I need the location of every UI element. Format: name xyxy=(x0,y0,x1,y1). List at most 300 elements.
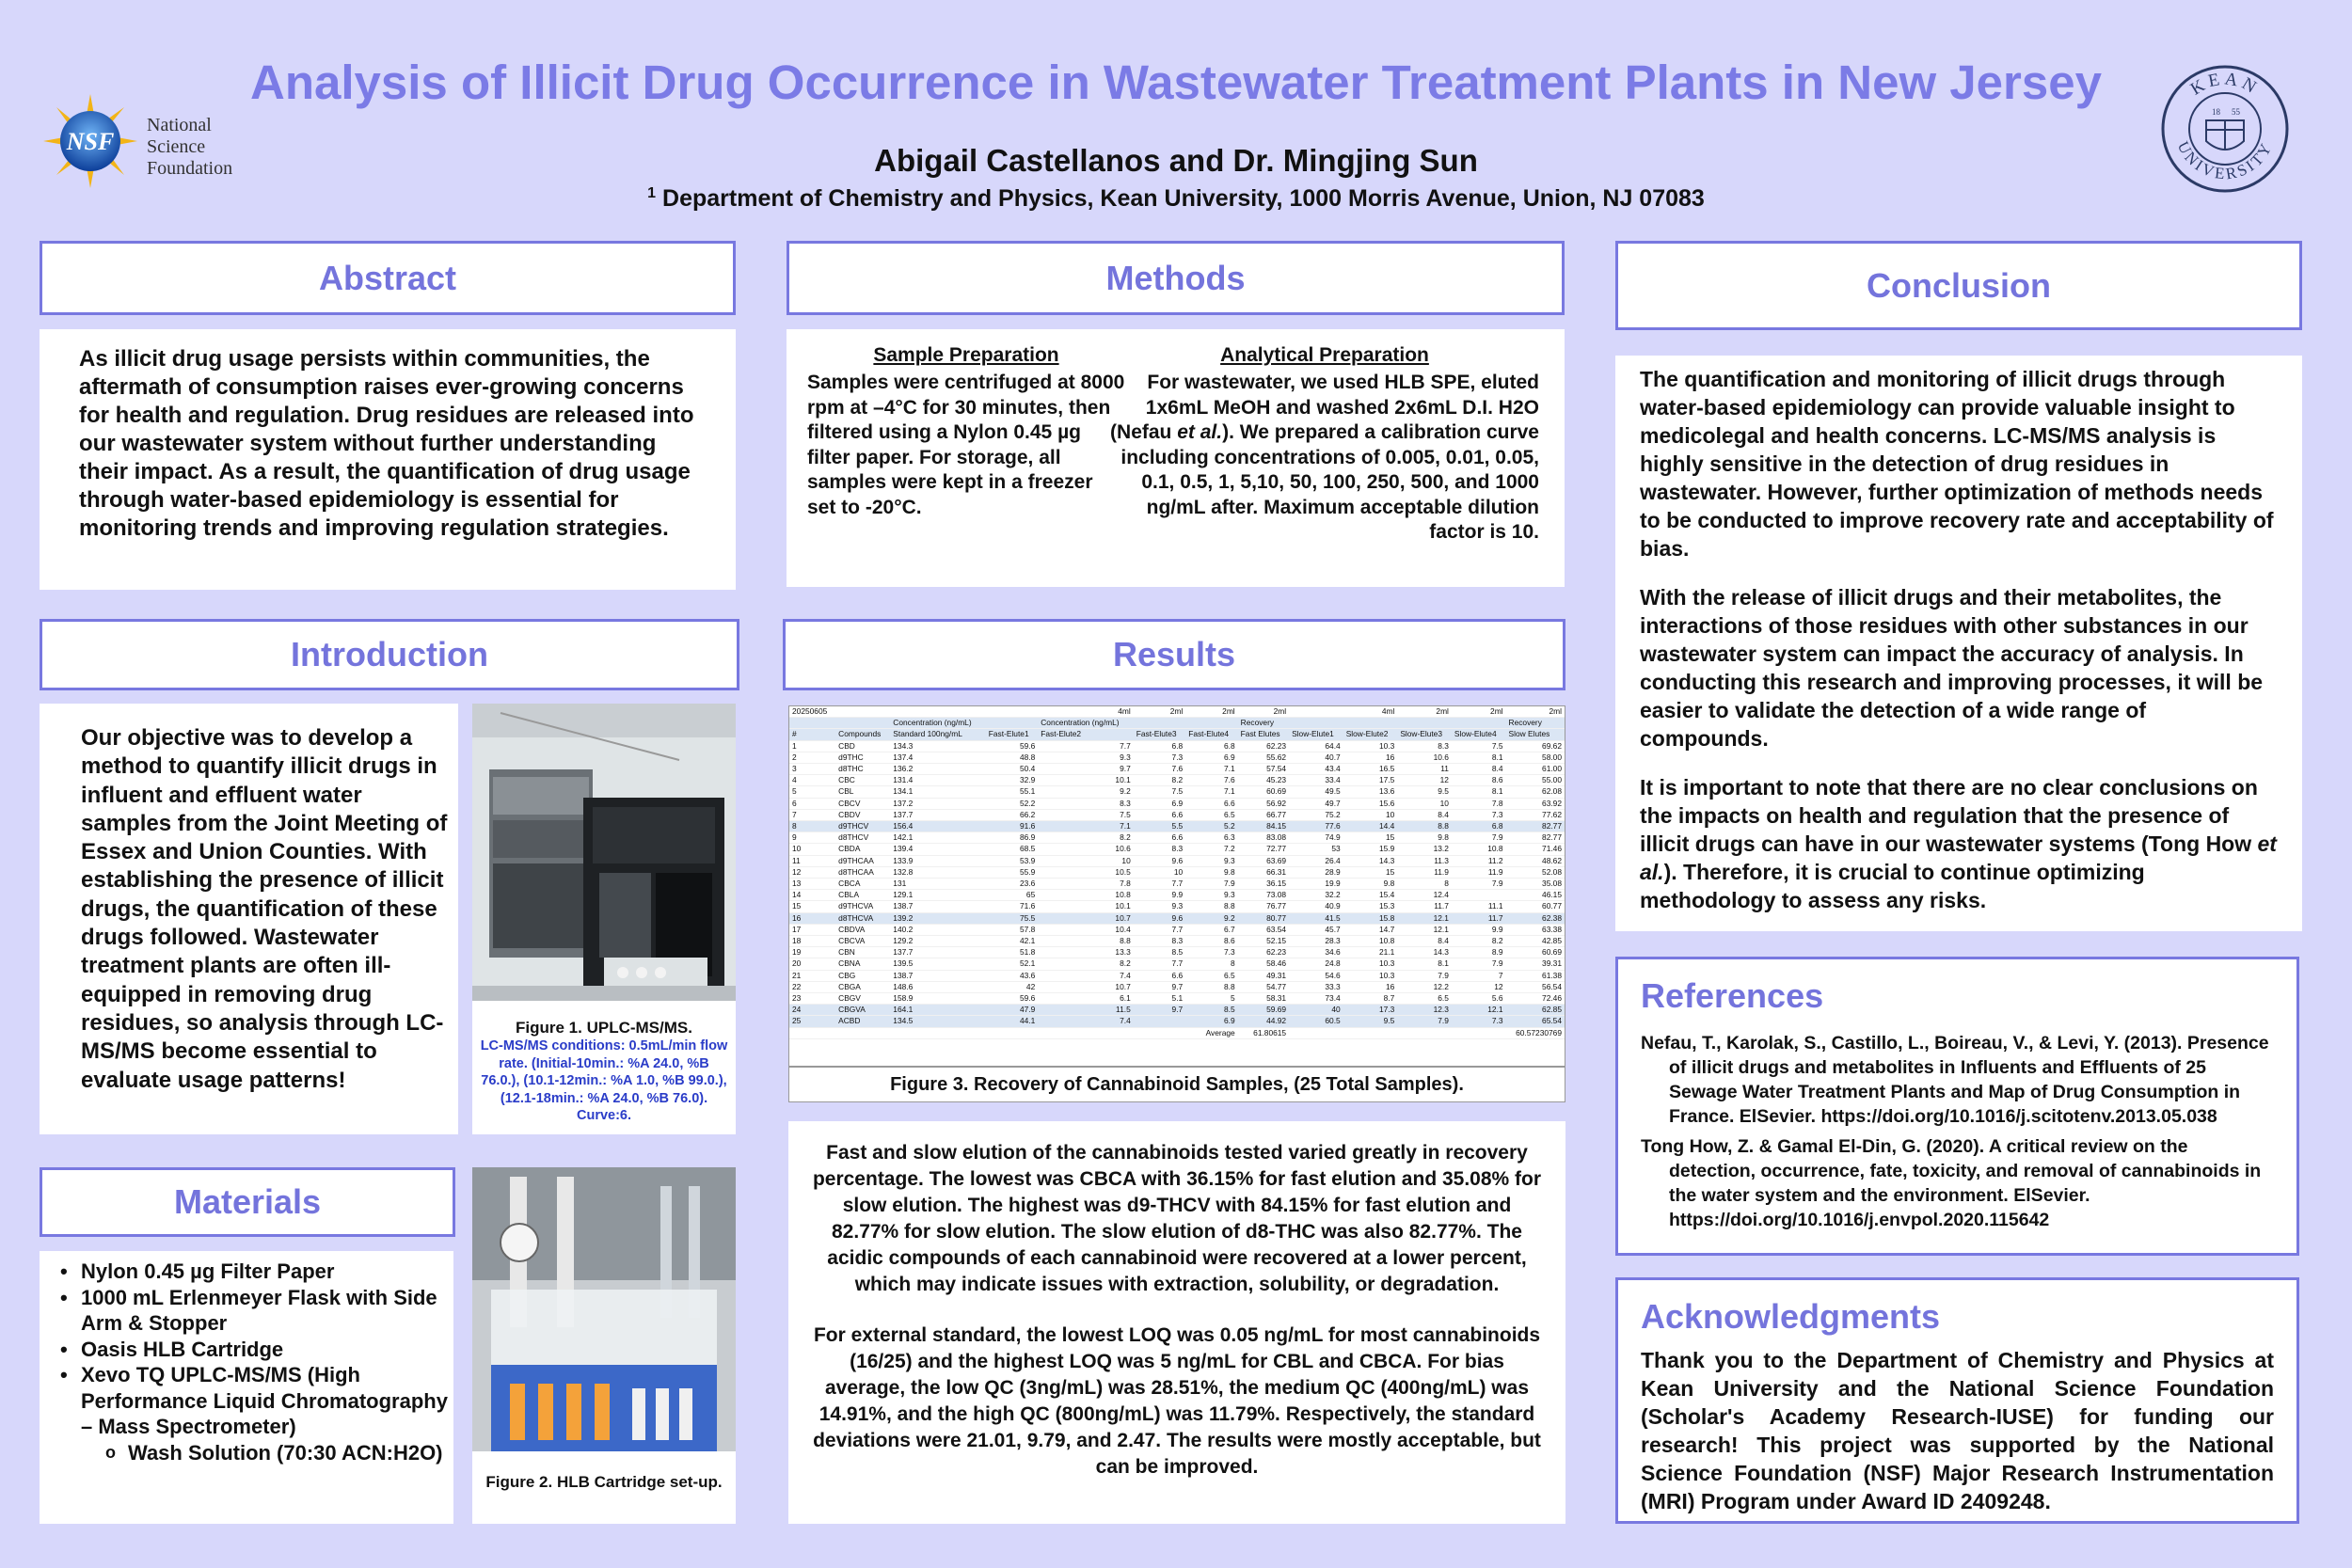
table-cell xyxy=(1038,1027,1133,1038)
table-cell: 53 xyxy=(1289,844,1343,855)
table-cell: 35.08 xyxy=(1506,879,1565,890)
table-cell: 8.3 xyxy=(1397,740,1452,752)
table-cell: 11.7 xyxy=(1397,901,1452,912)
table-cell: 83.08 xyxy=(1238,832,1289,844)
table-cell: 59.6 xyxy=(986,740,1038,752)
table-cell: 10.6 xyxy=(1038,844,1133,855)
table-cell: 9.6 xyxy=(1134,855,1185,866)
table-cell: 10 xyxy=(1134,866,1185,878)
table-cell: 15 xyxy=(1343,832,1398,844)
table-cell: 82.77 xyxy=(1506,821,1565,832)
table-row xyxy=(789,855,1565,866)
table-cell: 7.4 xyxy=(1038,1016,1133,1027)
reference-1: Nefau, T., Karolak, S., Castillo, L., Boireau, V., & Levi, Y. (2013). Presence of illicit drugs and metabolites in Influents and Effluents of 25 Sewage Water Treatment Plants and Map of Drug Consumption in France. ElSevier. https://doi.org/10.1016/j.scitotenv.2013.05.038 xyxy=(1641,1033,2269,1127)
table-cell xyxy=(890,1027,985,1038)
table-cell: Concentration (ng/mL) xyxy=(890,718,985,729)
table-cell xyxy=(835,1027,890,1038)
table-cell: 80.77 xyxy=(1238,912,1289,924)
table-cell: 24.8 xyxy=(1289,958,1343,970)
abstract-text: As illicit drug usage persists within communities, the aftermath of consumption raises ever-growing concerns for health and regulation. Drug residues are released into our wastewater system without further understanding their impact. As a result, the quantification of drug usage through water-based epidemiology is essential for monitoring trends and improving regulation strategies. xyxy=(40,329,736,590)
table-cell: 9.6 xyxy=(1134,912,1185,924)
table-cell: 7.7 xyxy=(1038,740,1133,752)
table-cell xyxy=(789,1027,835,1038)
table-cell: 9.3 xyxy=(1185,855,1237,866)
table-cell: 43.4 xyxy=(1289,764,1343,775)
table-cell: 10.3 xyxy=(1343,970,1398,981)
table-cell: 46.15 xyxy=(1506,890,1565,901)
table-cell: # xyxy=(789,729,835,740)
table-cell: 7.9 xyxy=(1185,879,1237,890)
figure2-panel xyxy=(472,1167,736,1524)
table-cell: 62.23 xyxy=(1238,947,1289,958)
table-cell: CBGVA xyxy=(835,1005,890,1016)
table-cell: 14.3 xyxy=(1343,855,1398,866)
table-cell: 7.2 xyxy=(1185,844,1237,855)
table-cell: Fast Elutes xyxy=(1238,729,1289,740)
table-cell: 11.5 xyxy=(1038,1005,1133,1016)
table-cell: 18 xyxy=(789,936,835,947)
list-item: • 1000 mL Erlenmeyer Flask with Side Arm & Stopper xyxy=(53,1285,453,1337)
table-cell: 60.69 xyxy=(1506,947,1565,958)
table-cell: Recovery xyxy=(1238,718,1289,729)
table-cell: 63.38 xyxy=(1506,924,1565,935)
materials-heading: Materials xyxy=(40,1167,455,1237)
table-cell: 11.7 xyxy=(1452,912,1506,924)
table-cell xyxy=(835,706,890,718)
table-cell: 19 xyxy=(789,947,835,958)
table-cell: 62.23 xyxy=(1238,740,1289,752)
table-cell: 9.7 xyxy=(1134,981,1185,992)
table-cell: 52.15 xyxy=(1238,936,1289,947)
table-cell: 7.7 xyxy=(1134,924,1185,935)
table-cell: 77.6 xyxy=(1289,821,1343,832)
table-cell: 12 xyxy=(789,866,835,878)
table-cell: 9.3 xyxy=(1134,901,1185,912)
figure1-panel xyxy=(472,704,736,1134)
table-cell: Recovery xyxy=(1506,718,1565,729)
table-cell: 42.85 xyxy=(1506,936,1565,947)
table-cell: 11 xyxy=(1397,764,1452,775)
table-cell xyxy=(1343,718,1398,729)
table-cell: d9THCV xyxy=(835,821,890,832)
results-heading: Results xyxy=(783,619,1565,690)
table-cell: 12.1 xyxy=(1397,912,1452,924)
table-cell: 5.2 xyxy=(1185,821,1237,832)
table-cell: 10 xyxy=(1397,798,1452,809)
table-cell: Slow-Elute4 xyxy=(1452,729,1506,740)
table-row xyxy=(789,832,1565,844)
svg-text:NSF: NSF xyxy=(66,128,115,155)
table-cell: 59.69 xyxy=(1238,1005,1289,1016)
table-cell: CBCVA xyxy=(835,936,890,947)
table-cell: 6.5 xyxy=(1185,970,1237,981)
table-cell: 5.6 xyxy=(1452,993,1506,1005)
table-cell: 148.6 xyxy=(890,981,985,992)
table-cell: 8.8 xyxy=(1038,936,1133,947)
table-cell: 56.92 xyxy=(1238,798,1289,809)
table-cell: 20250605 xyxy=(789,706,835,718)
table-group-row xyxy=(789,718,1565,729)
table-cell: Slow-Elute1 xyxy=(1289,729,1343,740)
uplc-ms-photo xyxy=(472,704,736,1001)
reference-2: Tong How, Z. & Gamal El-Din, G. (2020). A critical review on the detection, occurrence, fate, toxicity, and removal of cannabinoids in the water system and the environment. ElSevier. https://doi.org/10.1016/j.envpol.2020.115642 xyxy=(1641,1136,2262,1230)
table-cell: 7.6 xyxy=(1134,764,1185,775)
table-cell xyxy=(1397,1027,1452,1038)
table-cell: 158.9 xyxy=(890,993,985,1005)
table-row xyxy=(789,764,1565,775)
table-cell: 14 xyxy=(789,890,835,901)
table-cell: 13.2 xyxy=(1397,844,1452,855)
table-cell: 61.00 xyxy=(1506,764,1565,775)
table-cell: 8.2 xyxy=(1038,958,1133,970)
table-cell: 2 xyxy=(789,752,835,763)
table-cell: 15 xyxy=(1343,866,1398,878)
table-row xyxy=(789,775,1565,786)
table-cell: CBG xyxy=(835,970,890,981)
table-cell: 6.7 xyxy=(1185,924,1237,935)
table-cell: 8.8 xyxy=(1397,821,1452,832)
table-cell: 7.8 xyxy=(1452,798,1506,809)
table-cell: 73.4 xyxy=(1289,993,1343,1005)
table-cell: 61.80615 xyxy=(1238,1027,1289,1038)
nsf-wordmark: National Science Foundation xyxy=(147,115,233,179)
table-cell: 10 xyxy=(1038,855,1133,866)
table-cell: 6.6 xyxy=(1185,798,1237,809)
table-cell: 13.3 xyxy=(1038,947,1133,958)
table-cell: 8 xyxy=(789,821,835,832)
table-cell xyxy=(1343,1027,1398,1038)
table-cell: 12 xyxy=(1452,981,1506,992)
table-cell: d9THC xyxy=(835,752,890,763)
figure1-conditions: LC-MS/MS conditions: 0.5mL/min flow rate. (Initial-10min.: %A 24.0, %B 76.0.), (10.1-12min.: %A 1.0, %B 99.0.), (12.1-18min.: %A 24.0, %B 76.0). Curve:6. xyxy=(480,1038,728,1123)
table-cell: 6 xyxy=(789,798,835,809)
table-cell: 9.3 xyxy=(1185,890,1237,901)
table-cell: 13 xyxy=(789,879,835,890)
table-cell: 131.4 xyxy=(890,775,985,786)
table-cell: 55.00 xyxy=(1506,775,1565,786)
analytical-preparation-heading: Analytical Preparation xyxy=(1220,344,1429,366)
table-row xyxy=(789,1005,1565,1016)
table-cell: 10.6 xyxy=(1397,752,1452,763)
table-cell: 8.3 xyxy=(1134,844,1185,855)
hlb-cartridge-photo xyxy=(472,1167,736,1451)
table-cell: 9.8 xyxy=(1185,866,1237,878)
table-cell: 6.8 xyxy=(1134,740,1185,752)
table-cell: 8 xyxy=(1185,958,1237,970)
table-cell xyxy=(890,706,985,718)
table-cell: 56.54 xyxy=(1506,981,1565,992)
table-cell: 6.6 xyxy=(1134,832,1185,844)
table-cell: 11.2 xyxy=(1452,855,1506,866)
table-cell xyxy=(1452,890,1506,901)
list-item: • Oasis HLB Cartridge xyxy=(53,1337,453,1363)
table-cell: Compounds xyxy=(835,729,890,740)
table-row xyxy=(789,866,1565,878)
methods-panel xyxy=(787,329,1565,587)
table-cell: CBC xyxy=(835,775,890,786)
table-cell: 134.3 xyxy=(890,740,985,752)
table-cell: 40.9 xyxy=(1289,901,1343,912)
table-row xyxy=(789,890,1565,901)
table-cell: 9.5 xyxy=(1397,786,1452,798)
table-cell: 82.77 xyxy=(1506,832,1565,844)
introduction-heading: Introduction xyxy=(40,619,739,690)
table-cell xyxy=(1185,718,1237,729)
table-cell: 8.5 xyxy=(1134,947,1185,958)
table-cell: Slow Elutes xyxy=(1506,729,1565,740)
table-row xyxy=(789,936,1565,947)
table-cell: 7.4 xyxy=(1038,970,1133,981)
table-cell: 63.54 xyxy=(1238,924,1289,935)
table-cell: 42 xyxy=(986,981,1038,992)
figure3-caption: Figure 3. Recovery of Cannabinoid Samples, (25 Total Samples). xyxy=(788,1067,1565,1102)
table-cell: 48.8 xyxy=(986,752,1038,763)
table-cell: 9.7 xyxy=(1038,764,1133,775)
table-cell: 9.8 xyxy=(1397,832,1452,844)
table-cell: CBDVA xyxy=(835,924,890,935)
references-heading: References xyxy=(1641,976,1824,1015)
table-cell: 60.57230769 xyxy=(1506,1027,1565,1038)
table-cell: d8THCVA xyxy=(835,912,890,924)
table-cell xyxy=(986,706,1038,718)
kean-university-seal xyxy=(2160,64,2290,194)
acknowledgments-heading: Acknowledgments xyxy=(1641,1297,1941,1336)
table-row xyxy=(789,879,1565,890)
table-cell: Fast-Elute1 xyxy=(986,729,1038,740)
conclusion-paragraph-2: With the release of illicit drugs and their metabolites, the interactions of those residues with other substances in our wastewater system can impact the accuracy of analysis. In conducting this research and improving processes, it will be easier to validate the detection of a wide range of compounds. xyxy=(1640,585,2264,751)
svg-text:UNIVERSITY: UNIVERSITY xyxy=(2173,138,2277,183)
table-cell: 49.7 xyxy=(1289,798,1343,809)
table-cell: 8.1 xyxy=(1452,786,1506,798)
table-cell: 10.1 xyxy=(1038,901,1133,912)
references-panel xyxy=(1615,957,2299,1256)
table-cell: 6.9 xyxy=(1185,752,1237,763)
table-cell: 11 xyxy=(789,855,835,866)
table-row xyxy=(789,786,1565,798)
table-cell: 6.8 xyxy=(1185,740,1237,752)
table-cell: 54.77 xyxy=(1238,981,1289,992)
table-cell: 15.9 xyxy=(1343,844,1398,855)
table-cell: 12.1 xyxy=(1397,924,1452,935)
table-row xyxy=(789,912,1565,924)
table-cell: 7.1 xyxy=(1185,786,1237,798)
table-cell: 9.5 xyxy=(1343,1016,1398,1027)
table-cell: 68.5 xyxy=(986,844,1038,855)
table-cell: 6.5 xyxy=(1397,993,1452,1005)
table-cell: 8.2 xyxy=(1038,832,1133,844)
table-cell: CBCV xyxy=(835,798,890,809)
table-cell: 72.77 xyxy=(1238,844,1289,855)
table-cell: Slow-Elute3 xyxy=(1397,729,1452,740)
list-item: • Nylon 0.45 µg Filter Paper xyxy=(53,1259,453,1285)
table-cell: 137.4 xyxy=(890,752,985,763)
table-cell: 10.8 xyxy=(1343,936,1398,947)
table-cell: 8.4 xyxy=(1397,809,1452,820)
table-cell: 2ml xyxy=(1452,706,1506,718)
table-cell: 12.2 xyxy=(1397,981,1452,992)
table-cell: 45.7 xyxy=(1289,924,1343,935)
table-cell: 5 xyxy=(789,786,835,798)
table-cell: 3 xyxy=(789,764,835,775)
table-cell: 49.31 xyxy=(1238,970,1289,981)
analytical-preparation-text: For wastewater, we used HLB SPE, eluted 1x6mL MeOH and washed 2x6mL D.I. H2O (Nefau et al.). We prepared a calibration curve including concentrations of 0.005, 0.01, 0.05, 0.1, 0.5, 1, 5,10, 50, 100, 250, 500, and 1000 ng/mL after. Maximum acceptable dilution factor is 10. xyxy=(1110,372,1539,543)
table-cell: 8.2 xyxy=(1452,936,1506,947)
table-cell: 16 xyxy=(1343,981,1398,992)
table-cell: 51.8 xyxy=(986,947,1038,958)
table-cell: 8.1 xyxy=(1397,958,1452,970)
table-cell: 60.5 xyxy=(1289,1016,1343,1027)
table-cell: 10.4 xyxy=(1038,924,1133,935)
table-cell: 54.6 xyxy=(1289,970,1343,981)
svg-text:KEAN: KEAN xyxy=(2186,69,2264,100)
table-cell: 44.1 xyxy=(986,1016,1038,1027)
table-cell: CBD xyxy=(835,740,890,752)
table-cell: 7.9 xyxy=(1397,1016,1452,1027)
table-cell: 142.1 xyxy=(890,832,985,844)
table-cell: 55.62 xyxy=(1238,752,1289,763)
table-cell: 58.31 xyxy=(1238,993,1289,1005)
table-cell: 7.5 xyxy=(1134,786,1185,798)
table-cell: 7.3 xyxy=(1185,947,1237,958)
figure1-title: Figure 1. UPLC-MS/MS. xyxy=(516,1019,692,1037)
table-cell: 26.4 xyxy=(1289,855,1343,866)
table-cell: 75.2 xyxy=(1289,809,1343,820)
table-cell: 137.7 xyxy=(890,809,985,820)
table-cell: 64.4 xyxy=(1289,740,1343,752)
table-cell: 15.6 xyxy=(1343,798,1398,809)
table-cell: 21.1 xyxy=(1343,947,1398,958)
table-cell: 1 xyxy=(789,740,835,752)
table-cell: d9THCAA xyxy=(835,855,890,866)
table-cell: 57.54 xyxy=(1238,764,1289,775)
table-cell: CBCA xyxy=(835,879,890,890)
table-cell xyxy=(789,718,835,729)
table-cell: 28.9 xyxy=(1289,866,1343,878)
table-cell: 5.5 xyxy=(1134,821,1185,832)
table-cell: 6.6 xyxy=(1134,970,1185,981)
table-cell: 16 xyxy=(1343,752,1398,763)
acknowledgments-text: Thank you to the Department of Chemistry and Physics at Kean University and the National Science Foundation (Scholar's Academy Research-IUSE) for funding our research! This project was supported by the National Science Foundation (NSF) Major Research Instrumentation (MRI) Program under Award ID 2409248. xyxy=(1641,1348,2274,1513)
abstract-heading: Abstract xyxy=(40,241,736,315)
table-cell xyxy=(835,718,890,729)
table-cell: 17.3 xyxy=(1343,1005,1398,1016)
table-cell: 137.7 xyxy=(890,947,985,958)
table-cell: 129.1 xyxy=(890,890,985,901)
table-cell: 48.62 xyxy=(1506,855,1565,866)
table-cell: 73.08 xyxy=(1238,890,1289,901)
table-cell: 12.4 xyxy=(1397,890,1452,901)
table-cell: 6.6 xyxy=(1134,809,1185,820)
table-cell: 7.7 xyxy=(1134,958,1185,970)
table-cell: 2ml xyxy=(1397,706,1452,718)
table-cell: CBDV xyxy=(835,809,890,820)
table-cell: 8.6 xyxy=(1452,775,1506,786)
table-cell: CBL xyxy=(835,786,890,798)
table-cell: 42.1 xyxy=(986,936,1038,947)
results-paragraph-2: For external standard, the lowest LOQ was 0.05 ng/mL for most cannabinoids (16/25) and the highest LOQ was 5 ng/mL for CBL and CBCA. For bias average, the low QC (3ng/mL) was 28.51%, the medium QC (400ng/mL) was 14.91%, and the high QC (800ng/mL) was 11.79%. Respectively, the standard deviations were 21.01, 9.79, and 2.47. The results were mostly acceptable, but can be improved. xyxy=(813,1324,1541,1478)
table-cell: 7.9 xyxy=(1452,958,1506,970)
table-cell: Concentration (ng/mL) xyxy=(1038,718,1133,729)
table-cell: 84.15 xyxy=(1238,821,1289,832)
table-cell: Fast-Elute4 xyxy=(1185,729,1237,740)
table-cell: 12 xyxy=(1397,775,1452,786)
table-cell: 32.2 xyxy=(1289,890,1343,901)
table-cell: 32.9 xyxy=(986,775,1038,786)
table-cell: 4ml xyxy=(1343,706,1398,718)
table-cell: CBNA xyxy=(835,958,890,970)
table-cell xyxy=(1289,1027,1343,1038)
recovery-table xyxy=(788,705,1565,1067)
table-date-row xyxy=(789,706,1565,718)
table-cell: 22 xyxy=(789,981,835,992)
table-cell: 138.7 xyxy=(890,970,985,981)
table-cell: Fast-Elute2 xyxy=(1038,729,1133,740)
table-cell: 63.92 xyxy=(1506,798,1565,809)
table-cell xyxy=(986,718,1038,729)
table-cell: 8.2 xyxy=(1134,775,1185,786)
table-cell: 2ml xyxy=(1506,706,1565,718)
table-cell: 66.77 xyxy=(1238,809,1289,820)
table-cell: 8.1 xyxy=(1452,752,1506,763)
table-cell: 139.5 xyxy=(890,958,985,970)
figure2-caption: Figure 2. HLB Cartridge set-up. xyxy=(485,1473,723,1491)
table-cell: 12.1 xyxy=(1452,1005,1506,1016)
table-cell: 7.1 xyxy=(1038,821,1133,832)
table-cell: 33.4 xyxy=(1289,775,1343,786)
table-cell: 9.3 xyxy=(1038,752,1133,763)
table-cell: CBN xyxy=(835,947,890,958)
table-cell: 86.9 xyxy=(986,832,1038,844)
table-cell: 62.08 xyxy=(1506,786,1565,798)
table-cell: 10.3 xyxy=(1343,740,1398,752)
table-cell: 2ml xyxy=(1185,706,1237,718)
table-row xyxy=(789,981,1565,992)
table-cell xyxy=(1289,706,1343,718)
table-cell: 2ml xyxy=(1134,706,1185,718)
table-cell: Standard 100ng/mL xyxy=(890,729,985,740)
table-cell: 41.5 xyxy=(1289,912,1343,924)
table-cell: 77.62 xyxy=(1506,809,1565,820)
table-cell: 10.3 xyxy=(1343,958,1398,970)
table-cell: 47.9 xyxy=(986,1005,1038,1016)
table-cell: 58.46 xyxy=(1238,958,1289,970)
table-cell: 7.6 xyxy=(1185,775,1237,786)
table-row xyxy=(789,993,1565,1005)
table-cell: 10.7 xyxy=(1038,981,1133,992)
table-cell: 7.5 xyxy=(1038,809,1133,820)
table-cell xyxy=(1289,718,1343,729)
table-cell: 139.4 xyxy=(890,844,985,855)
table-row xyxy=(789,809,1565,820)
nsf-logo xyxy=(41,92,258,196)
table-cell: 8.5 xyxy=(1185,1005,1237,1016)
table-cell: 71.46 xyxy=(1506,844,1565,855)
table-cell: 49.5 xyxy=(1289,786,1343,798)
table-cell: 40 xyxy=(1289,1005,1343,1016)
table-cell: 50.4 xyxy=(986,764,1038,775)
table-cell: 10.5 xyxy=(1038,866,1133,878)
table-cell xyxy=(1397,718,1452,729)
table-cell: 7.1 xyxy=(1185,764,1237,775)
table-row xyxy=(789,752,1565,763)
table-cell: 6.3 xyxy=(1185,832,1237,844)
table-cell: 7.9 xyxy=(1452,832,1506,844)
table-cell: 7.9 xyxy=(1452,879,1506,890)
table-cell: 10.8 xyxy=(1452,844,1506,855)
sample-preparation-heading: Sample Preparation xyxy=(873,344,1059,366)
table-cell: 21 xyxy=(789,970,835,981)
table-cell: 7.3 xyxy=(1134,752,1185,763)
